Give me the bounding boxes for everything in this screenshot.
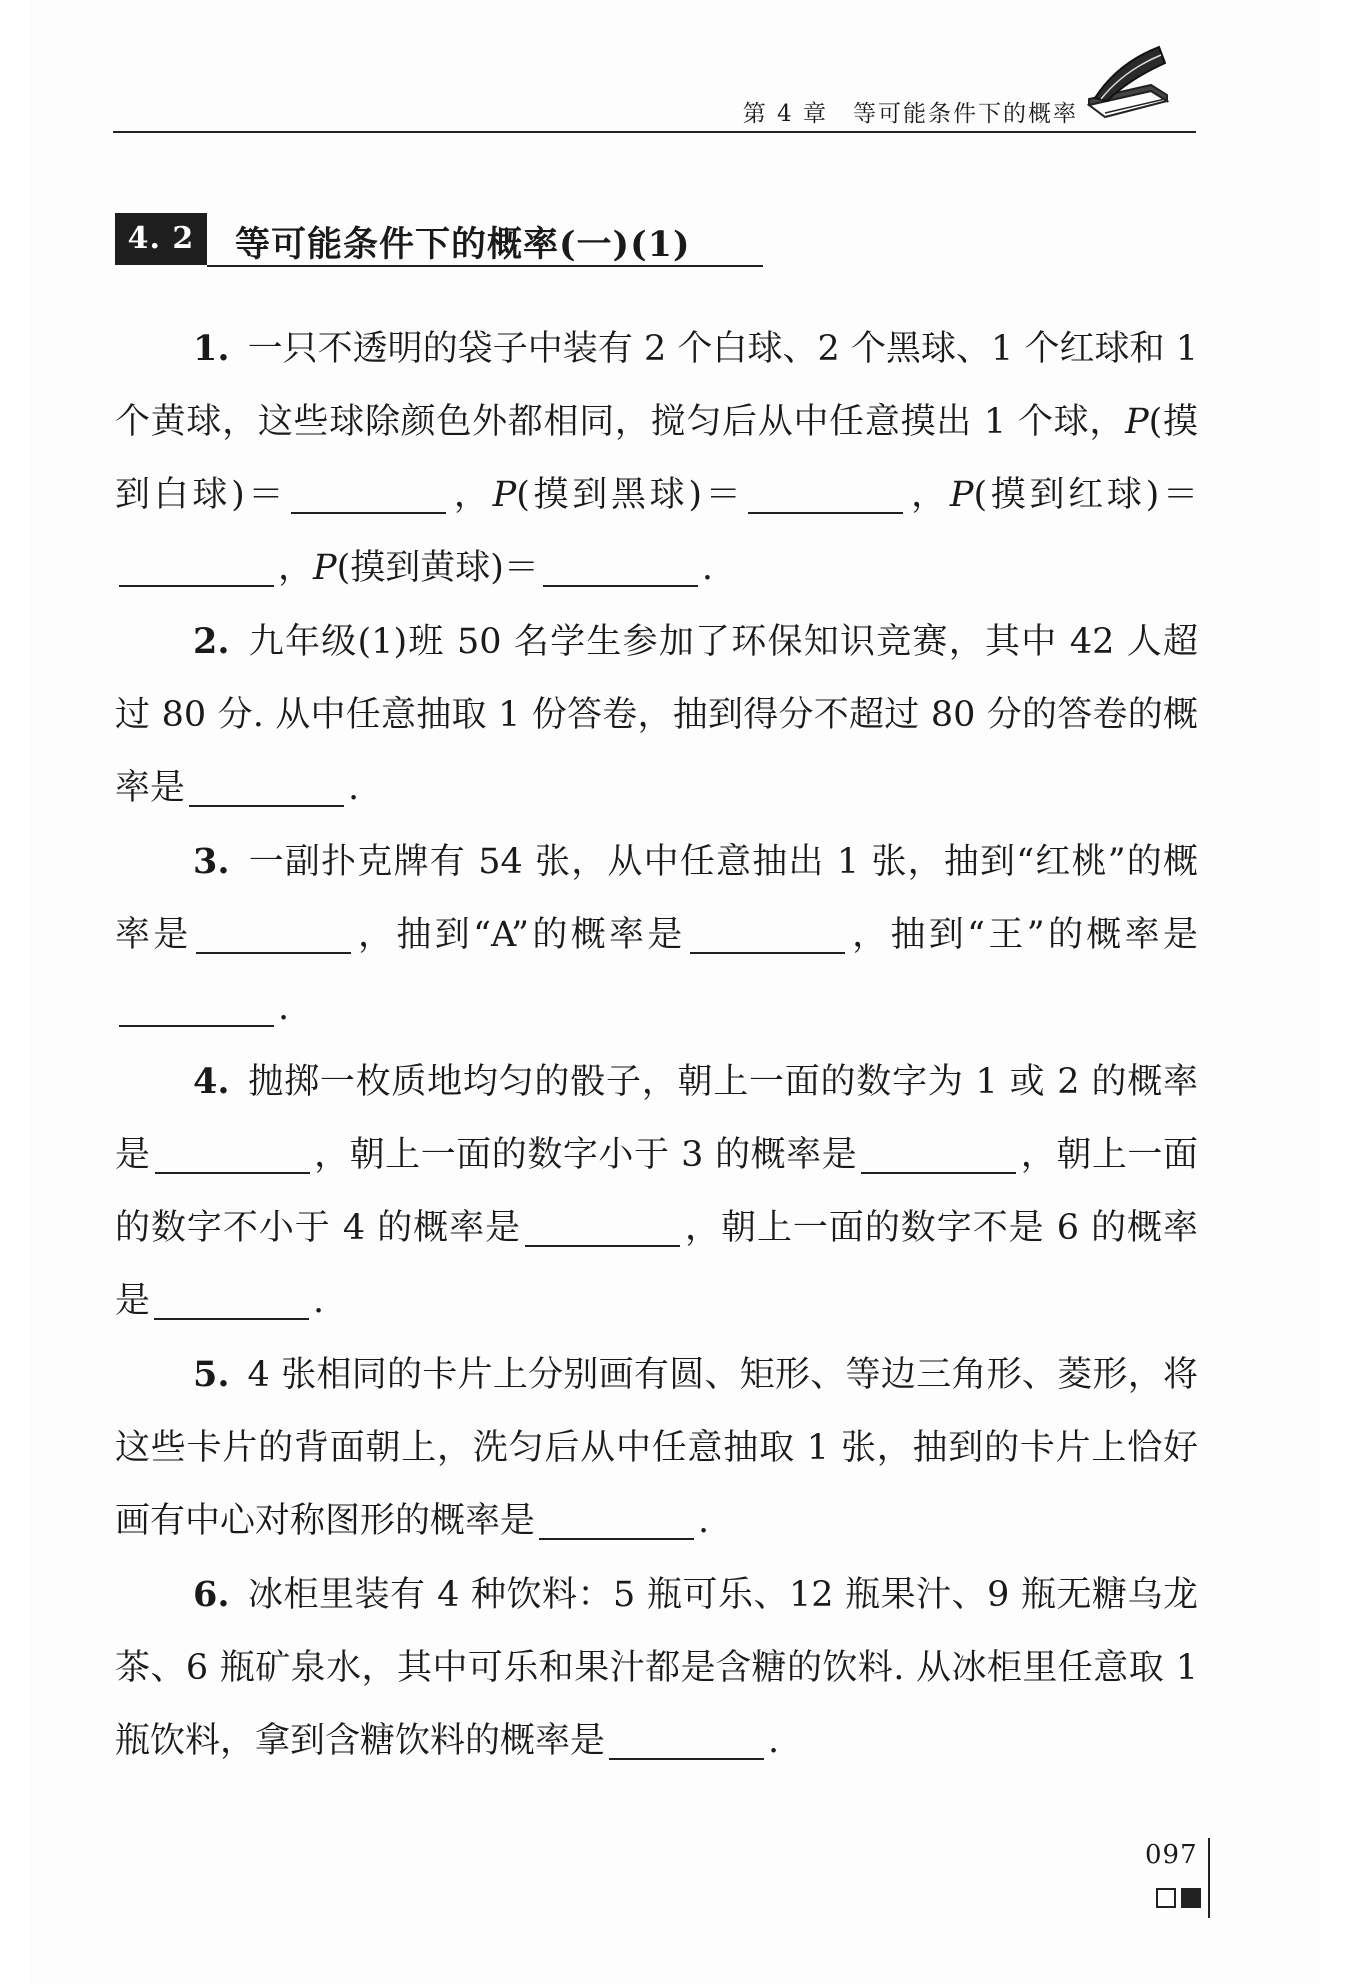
- exercise-list: [115, 312, 1198, 1778]
- question-number: 4.: [193, 1061, 230, 1102]
- question-number: 2.: [193, 621, 230, 662]
- answer-blank[interactable]: [539, 1498, 694, 1540]
- answer-blank[interactable]: [119, 985, 274, 1027]
- answer-blank[interactable]: [525, 1205, 680, 1247]
- question-3: 3. 一副扑克牌有 54 张，从中任意抽出 1 张，抽到“红桃”的概率是 ，抽到“A”的概率是 ，抽到“王”的概率是.: [115, 841, 1198, 1028]
- section-title: 等可能条件下的概率(一)(1): [235, 224, 691, 265]
- answer-blank[interactable]: [291, 472, 446, 514]
- question-5: 5. 4 张相同的卡片上分别画有圆、矩形、等边三角形、菱形，将这些卡片的背面朝上，洗匀后从中任意抽取 1 张，抽到的卡片上恰好画有中心对称图形的概率是 .: [115, 1354, 1198, 1541]
- answer-blank[interactable]: [609, 1718, 764, 1760]
- question-number: 1.: [193, 328, 230, 369]
- answer-blank[interactable]: [154, 1278, 309, 1320]
- answer-blank[interactable]: [155, 1132, 310, 1174]
- filled-square-icon: [1181, 1888, 1201, 1908]
- book-icon: [1081, 43, 1176, 123]
- answer-blank[interactable]: [196, 912, 351, 954]
- folio-rule: [1208, 1838, 1210, 1918]
- page-number: 097: [1145, 1840, 1198, 1870]
- running-title: 第 4 章 等可能条件下的概率: [742, 101, 1078, 127]
- answer-blank[interactable]: [189, 765, 344, 807]
- answer-blank[interactable]: [690, 912, 845, 954]
- answer-blank[interactable]: [543, 545, 698, 587]
- question-4: 4. 抛掷一枚质地均匀的骰子，朝上一面的数字为 1 或 2 的概率是 ，朝上一面的数字小于 3 的概率是 ，朝上一面的数字不小于 4 的概率是 ，朝上一面的数字不是 6 的概率是 .: [115, 1061, 1198, 1321]
- question-number: 5.: [193, 1354, 230, 1395]
- section-rule: [207, 265, 763, 267]
- empty-square-icon: [1156, 1888, 1176, 1908]
- section-heading: [115, 213, 763, 265]
- header-rule: [113, 131, 1196, 133]
- question-2: 2. 九年级(1)班 50 名学生参加了环保知识竞赛，其中 42 人超过 80 分. 从中任意抽取 1 份答卷，抽到得分不超过 80 分的答卷的概率是 .: [115, 621, 1198, 808]
- section-number: 4. 2: [115, 213, 207, 265]
- answer-blank[interactable]: [861, 1132, 1016, 1174]
- question-number: 6.: [193, 1574, 230, 1615]
- running-header: [113, 85, 1196, 133]
- answer-blank[interactable]: [119, 545, 274, 587]
- question-6: 6. 冰柜里装有 4 种饮料：5 瓶可乐、12 瓶果汁、9 瓶无糖乌龙茶、6 瓶矿泉水，其中可乐和果汁都是含糖的饮料. 从冰柜里任意取 1 瓶饮料，拿到含糖饮料的概率是 .: [115, 1574, 1198, 1761]
- answer-blank[interactable]: [748, 472, 903, 514]
- question-1: 1. 一只不透明的袋子中装有 2 个白球、2 个黑球、1 个红球和 1 个黄球，这些球除颜色外都相同，搅匀后从中任意摸出 1 个球，P(摸到白球)＝ ，P(摸到黑球)＝ ，P(摸到红球)＝，P(摸到黄球)＝ .: [115, 328, 1199, 588]
- question-number: 3.: [193, 841, 230, 882]
